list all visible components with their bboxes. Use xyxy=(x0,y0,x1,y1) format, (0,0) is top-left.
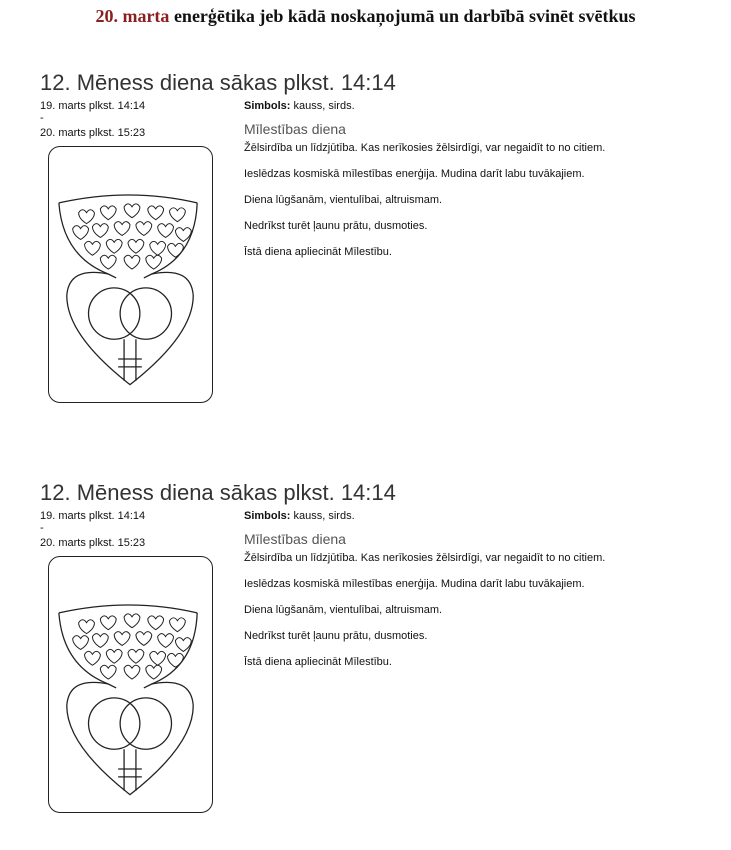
start-time: 19. marts plkst. 14:14 xyxy=(40,100,146,112)
description-line: Ieslēdzas kosmiskā mīlestības enerģija. Mudina darīt labu tuvākajiem. xyxy=(244,168,585,180)
description-line: Nedrīkst turēt ļaunu prātu, dusmoties. xyxy=(244,630,428,642)
description-line: Diena lūgšanām, vientulībai, altruismam. xyxy=(244,604,443,616)
symbol-line xyxy=(244,100,355,112)
chalice-heart-icon xyxy=(48,556,213,813)
headline-date: 20. marta xyxy=(95,6,170,26)
end-time: 20. marts plkst. 15:23 xyxy=(40,127,146,139)
moon-day-title: 12. Mēness diena sākas plkst. 14:14 xyxy=(40,480,396,505)
time-separator: - xyxy=(40,112,44,124)
time-separator: - xyxy=(40,522,44,534)
symbol-label: Simbols: xyxy=(244,510,291,522)
headline-text: enerģētika jeb kādā noskaņojumā un darbībā svinēt svētkus xyxy=(173,6,636,26)
symbol-label: Simbols: xyxy=(244,100,291,112)
start-time: 19. marts plkst. 14:14 xyxy=(40,510,146,522)
end-time: 20. marts plkst. 15:23 xyxy=(40,537,146,549)
moon-day-section xyxy=(0,480,731,840)
page-headline xyxy=(0,6,731,27)
description-list xyxy=(244,140,605,270)
description-line: Diena lūgšanām, vientulībai, altruismam. xyxy=(244,194,443,206)
description-line: Nedrīkst turēt ļaunu prātu, dusmoties. xyxy=(244,220,428,232)
day-name: Mīlestības diena xyxy=(244,531,346,547)
moon-day-section xyxy=(0,70,731,430)
symbol-line xyxy=(244,510,355,522)
description-line: Žēlsirdība un līdzjūtība. Kas nerīkosies žēlsirdīgi, var negaidīt to no citiem. xyxy=(244,142,606,154)
day-name: Mīlestības diena xyxy=(244,121,346,137)
description-line: Ieslēdzas kosmiskā mīlestības enerģija. Mudina darīt labu tuvākajiem. xyxy=(244,578,585,590)
symbol-value: kauss, sirds. xyxy=(293,100,355,112)
description-line: Īstā diena apliecināt Mīlestību. xyxy=(244,656,392,668)
description-list xyxy=(244,550,605,680)
moon-day-title: 12. Mēness diena sākas plkst. 14:14 xyxy=(40,70,396,95)
description-line: Īstā diena apliecināt Mīlestību. xyxy=(244,246,392,258)
description-line: Žēlsirdība un līdzjūtība. Kas nerīkosies žēlsirdīgi, var negaidīt to no citiem. xyxy=(244,552,606,564)
symbol-value: kauss, sirds. xyxy=(293,510,355,522)
chalice-heart-icon xyxy=(48,146,213,403)
